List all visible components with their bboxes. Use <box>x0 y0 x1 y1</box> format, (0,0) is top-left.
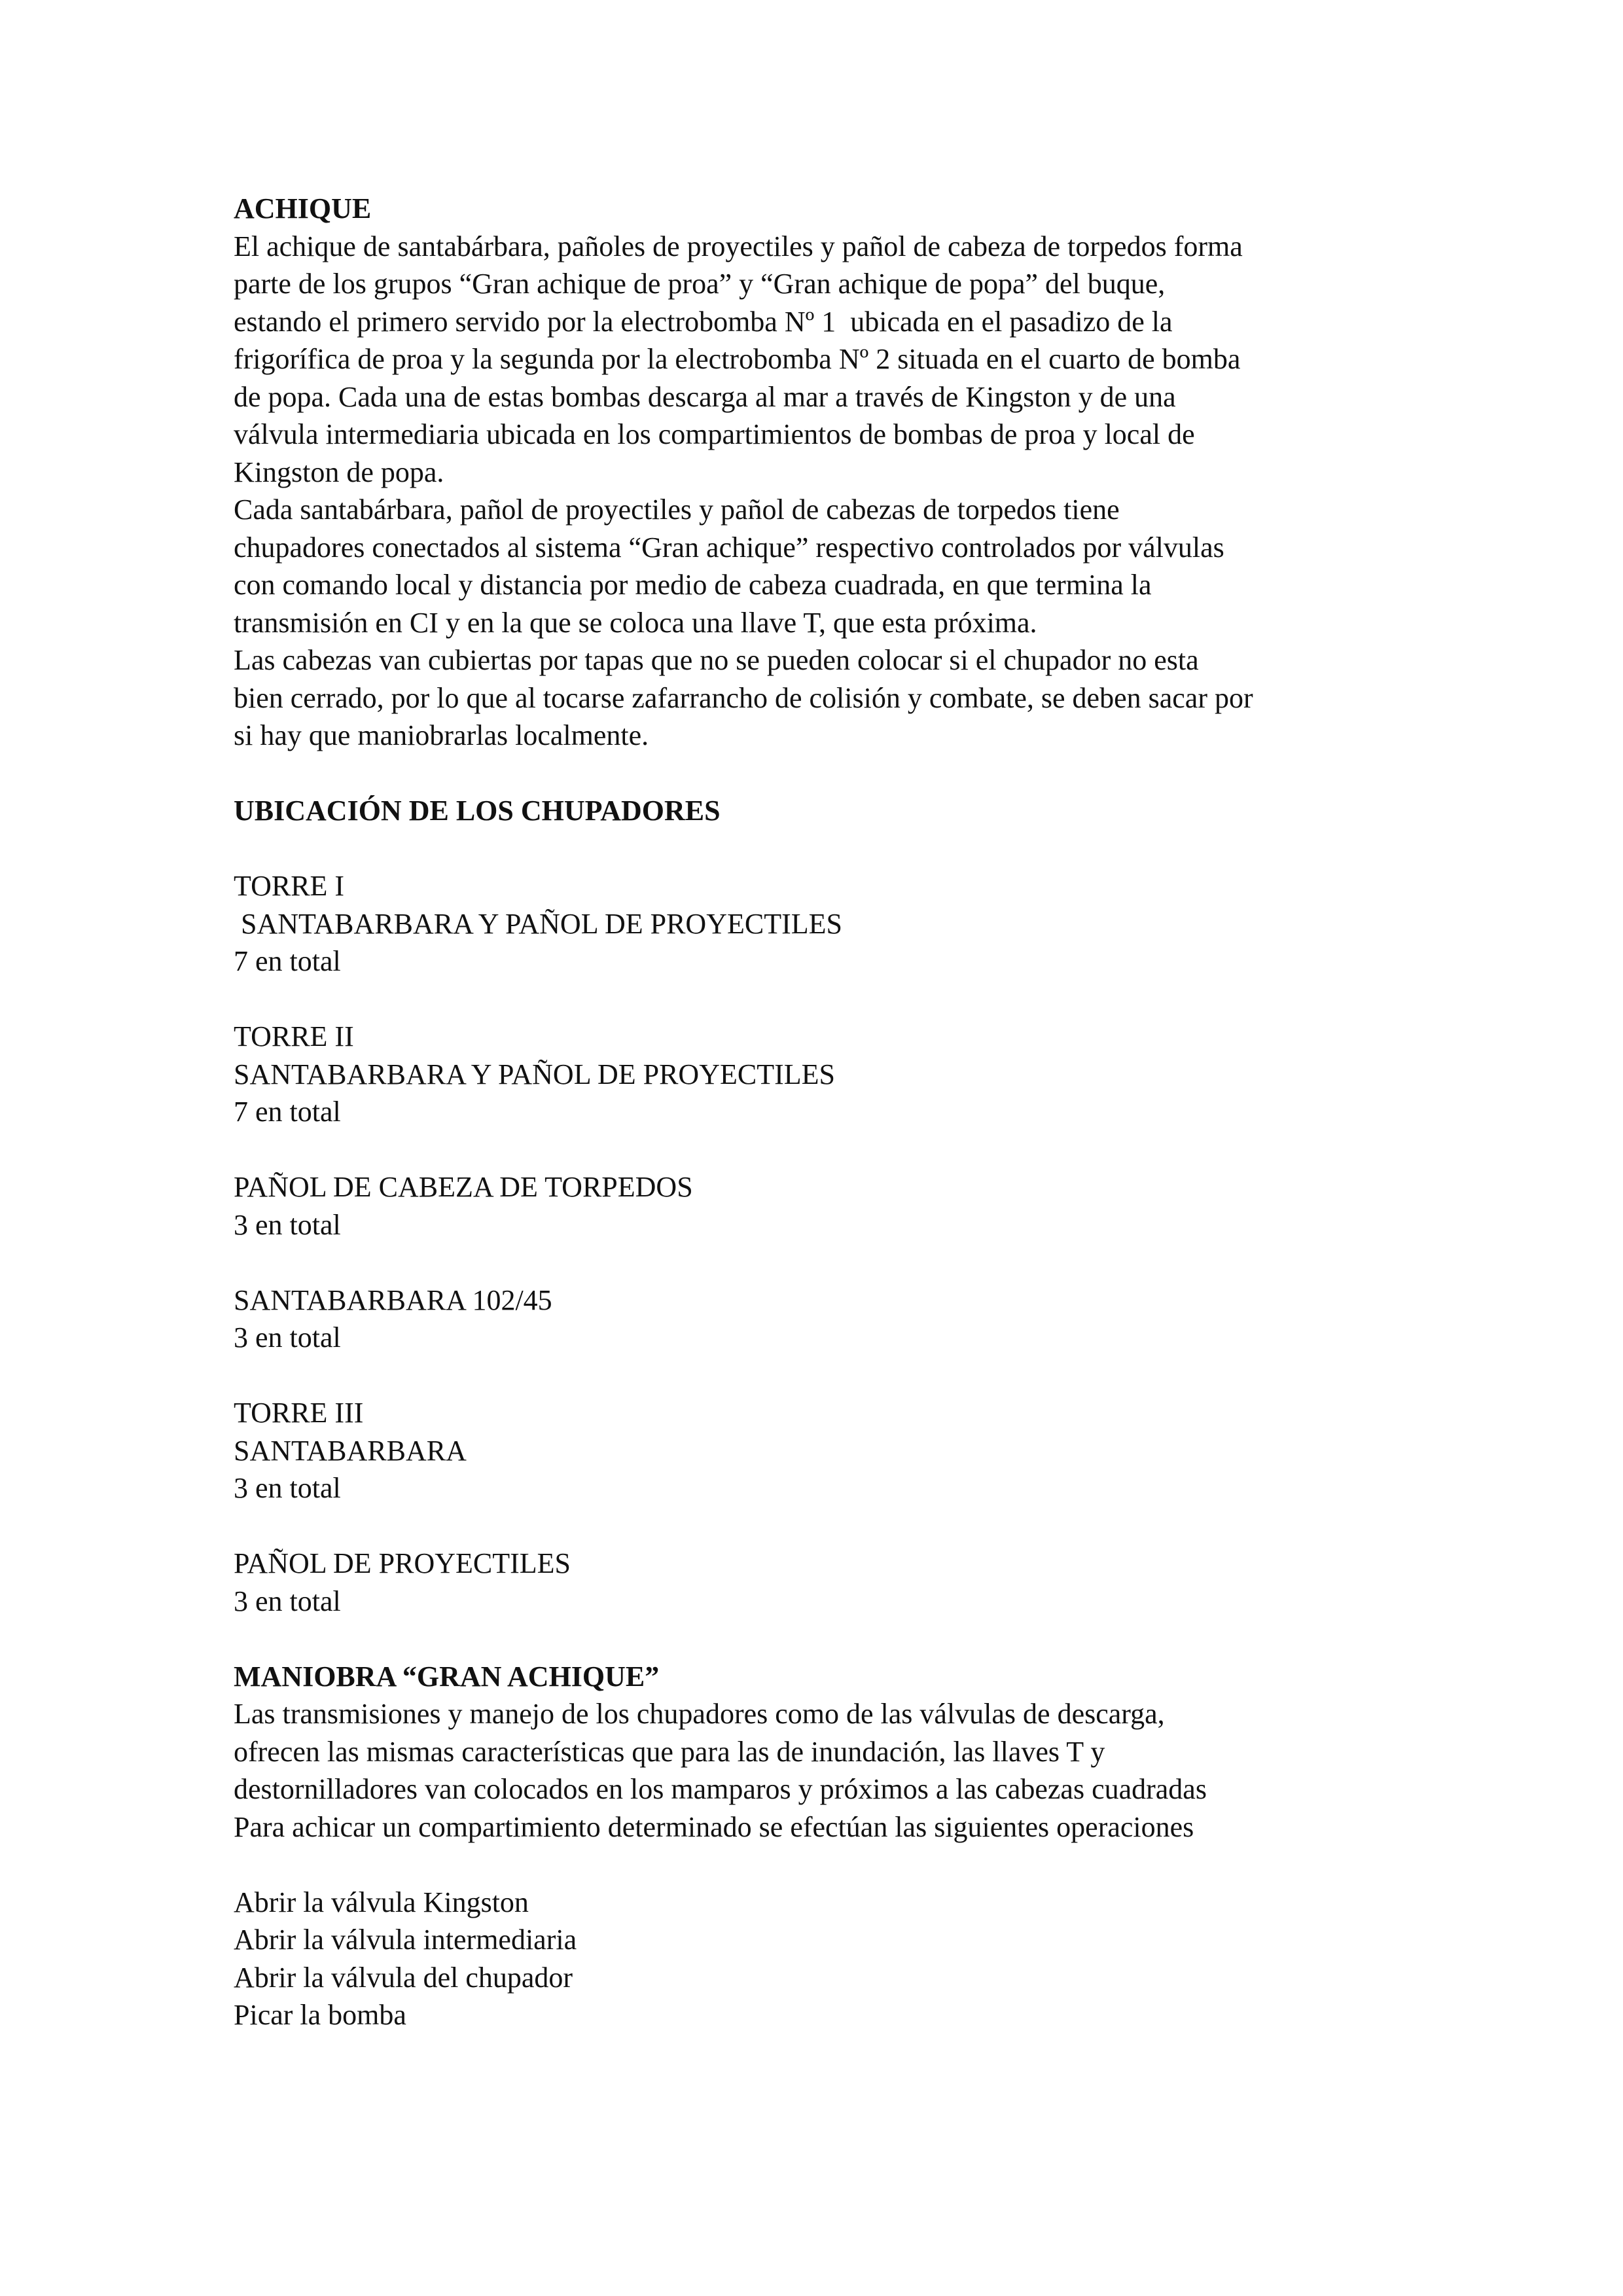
achique-line: El achique de santabárbara, pañoles de proyectiles y pañol de cabeza de torpedos forma <box>234 230 1243 262</box>
location-group-torpedos <box>234 1168 1412 1244</box>
achique-line: Kingston de popa. <box>234 456 444 488</box>
location-title: TORRE II <box>234 1020 354 1052</box>
maniobra-line: ofrecen las mismas características que para las de inundación, las llaves T y <box>234 1735 1105 1768</box>
achique-line: transmisión en CI y en la que se coloca una llave T, que esta próxima. <box>234 606 1037 639</box>
location-count: 3 en total <box>234 1585 341 1617</box>
achique-line: válvula intermediaria ubicada en los compartimientos de bombas de proa y local de <box>234 418 1195 450</box>
maniobra-line: destornilladores van colocados en los mamparos y próximos a las cabezas cuadradas <box>234 1773 1207 1805</box>
operation-steps-list <box>234 1884 1412 2034</box>
location-title: TORRE III <box>234 1397 364 1429</box>
spacer <box>234 1244 1412 1282</box>
document-page <box>234 190 1412 2034</box>
location-count: 7 en total <box>234 945 341 977</box>
achique-line: estando el primero servido por la electrobomba Nº 1 ubicada en el pasadizo de la <box>234 305 1173 338</box>
spacer <box>234 1846 1412 1884</box>
location-title: SANTABARBARA 102/45 <box>234 1283 552 1316</box>
location-group-torre-3 <box>234 1394 1412 1507</box>
maniobra-line: Las transmisiones y manejo de los chupadores como de las válvulas de descarga, <box>234 1698 1165 1730</box>
location-count: 7 en total <box>234 1096 341 1128</box>
location-group-torre-2 <box>234 1018 1412 1131</box>
achique-line: con comando local y distancia por medio de cabeza cuadrada, en que termina la <box>234 569 1152 601</box>
maniobra-line: Para achicar un compartimiento determinado se efectúan las siguientes operaciones <box>234 1810 1194 1843</box>
spacer <box>234 1131 1412 1169</box>
achique-line: parte de los grupos “Gran achique de proa” y “Gran achique de popa” del buque, <box>234 268 1166 300</box>
spacer <box>234 830 1412 868</box>
achique-line: bien cerrado, por lo que al tocarse zafarrancho de colisión y combate, se deben sacar por <box>234 681 1253 714</box>
spacer <box>234 1620 1412 1658</box>
operation-step: Picar la bomba <box>234 1999 406 2031</box>
ubicacion-section <box>234 792 1412 1620</box>
spacer <box>234 1507 1412 1545</box>
operation-step: Abrir la válvula Kingston <box>234 1886 529 1918</box>
achique-line: si hay que maniobrarlas localmente. <box>234 719 649 751</box>
achique-line: chupadores conectados al sistema “Gran achique” respectivo controlados por válvulas <box>234 531 1224 564</box>
spacer <box>234 1357 1412 1395</box>
spacer <box>234 755 1412 793</box>
location-count: 3 en total <box>234 1208 341 1241</box>
achique-line: Las cabezas van cubiertas por tapas que no se pueden colocar si el chupador no esta <box>234 644 1199 676</box>
location-title: PAÑOL DE CABEZA DE TORPEDOS <box>234 1171 693 1203</box>
ubicacion-heading: UBICACIÓN DE LOS CHUPADORES <box>234 795 721 827</box>
maniobra-heading: MANIOBRA “GRAN ACHIQUE” <box>234 1660 660 1693</box>
location-group-proyectiles <box>234 1545 1412 1620</box>
spacer <box>234 980 1412 1018</box>
achique-line: Cada santabárbara, pañol de proyectiles y pañol de cabezas de torpedos tiene <box>234 493 1120 526</box>
achique-line: de popa. Cada una de estas bombas descarga al mar a través de Kingston y de una <box>234 380 1176 413</box>
achique-line: frigorífica de proa y la segunda por la electrobomba Nº 2 situada en el cuarto de bomba <box>234 343 1241 375</box>
achique-section <box>234 190 1412 755</box>
location-compartment: SANTABARBARA Y PAÑOL DE PROYECTILES <box>234 1058 835 1090</box>
location-group-santabarbara-102-45 <box>234 1282 1412 1357</box>
location-title: TORRE I <box>234 870 345 902</box>
location-compartment: SANTABARBARA <box>234 1434 467 1467</box>
location-count: 3 en total <box>234 1472 341 1504</box>
location-title: PAÑOL DE PROYECTILES <box>234 1547 571 1579</box>
location-count: 3 en total <box>234 1321 341 1354</box>
maniobra-section <box>234 1658 1412 2034</box>
achique-heading: ACHIQUE <box>234 192 372 224</box>
operation-step: Abrir la válvula intermediaria <box>234 1924 577 1956</box>
location-group-torre-1 <box>234 867 1412 980</box>
location-compartment: SANTABARBARA Y PAÑOL DE PROYECTILES <box>234 907 842 940</box>
operation-step: Abrir la válvula del chupador <box>234 1961 573 1994</box>
